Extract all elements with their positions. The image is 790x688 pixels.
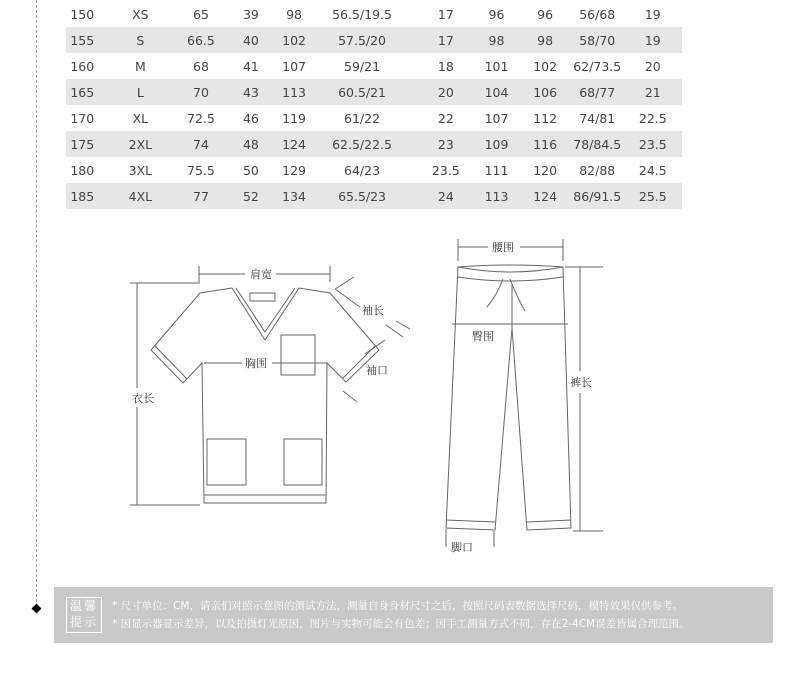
table-cell: 65 <box>193 6 209 22</box>
size-table <box>66 1 682 209</box>
table-cell: 17 <box>437 6 454 22</box>
tip-line-1: * 尺寸单位：CM，请亲们对照示意图的测试方法，测量自身身材尺寸之后，按照尺码表数据选择尺码，模特效果仅供参考。 <box>112 600 683 612</box>
table-cell: M <box>134 58 146 74</box>
table-cell: 3XL <box>128 162 153 178</box>
table-cell: 22 <box>437 110 454 126</box>
table-cell: 86/91.5 <box>571 183 624 209</box>
table-cell: 74 <box>182 131 219 157</box>
table-cell: 56.5/19.5 <box>332 6 392 22</box>
table-cell: 52 <box>220 183 282 209</box>
table-row <box>66 157 682 183</box>
table-cell: 59/21 <box>344 58 381 74</box>
table-cell: 46 <box>242 110 259 126</box>
table-cell: 134 <box>282 183 306 209</box>
table-cell: 155 <box>66 27 99 53</box>
table-cell: 175 <box>66 131 99 157</box>
hip-label: 臀围 <box>472 330 494 343</box>
table-cell: 102 <box>533 58 558 74</box>
table-cell: 106 <box>519 79 570 105</box>
pant-length-dimension <box>565 267 603 531</box>
pants-drawing <box>446 265 571 530</box>
table-row <box>66 27 682 53</box>
table-cell: 101 <box>484 58 509 74</box>
table-cell: 66.5 <box>182 27 219 53</box>
table-cell: 20 <box>644 58 661 74</box>
table-cell: 109 <box>474 131 520 157</box>
table-cell: 25.5 <box>624 183 682 209</box>
tip-badge-line1: 温馨 <box>69 599 98 613</box>
table-cell: 60.5/21 <box>306 79 418 105</box>
table-cell: 96 <box>488 6 505 22</box>
table-cell: 129 <box>282 162 306 178</box>
table-cell: 120 <box>533 162 558 178</box>
chest-label: 胸围 <box>245 357 267 370</box>
table-row <box>66 183 682 209</box>
table-cell: 68 <box>193 58 209 74</box>
table-cell: 61/22 <box>344 110 381 126</box>
table-cell: 18 <box>437 58 454 74</box>
tip-line-2: * 因显示器显示差异，以及拍摄灯光原因，图片与实物可能会有色差；因手工测量方式不同，存在2-4CM误差皆属合理范围。 <box>112 618 690 630</box>
table-cell: 74/81 <box>579 110 616 126</box>
table-cell: 160 <box>70 58 95 74</box>
leg-opening-label: 脚口 <box>451 541 473 554</box>
tip-badge <box>66 597 102 633</box>
table-cell: 98 <box>519 27 570 53</box>
table-cell: 43 <box>220 79 282 105</box>
table-cell: 72.5 <box>187 110 215 126</box>
table-cell: 56/68 <box>579 6 616 22</box>
table-cell: 111 <box>484 162 509 178</box>
table-row <box>66 53 682 79</box>
table-cell: 124 <box>282 131 306 157</box>
table-cell: L <box>99 79 183 105</box>
scrub-top-drawing <box>151 288 379 503</box>
table-cell: 98 <box>474 27 520 53</box>
table-cell: 102 <box>282 27 306 53</box>
table-cell: 170 <box>70 110 95 126</box>
table-cell: 48 <box>220 131 282 157</box>
table-cell: 57.5/20 <box>306 27 418 53</box>
table-cell: 104 <box>474 79 520 105</box>
diamond-marker-icon <box>32 604 42 614</box>
tip-badge-line2: 提示 <box>69 615 98 629</box>
table-cell: 50 <box>242 162 259 178</box>
table-cell: 21 <box>624 79 682 105</box>
table-row <box>66 105 682 131</box>
table-cell: S <box>99 27 183 53</box>
table-cell: 112 <box>533 110 558 126</box>
table-cell: XL <box>132 110 149 126</box>
table-cell: 124 <box>519 183 570 209</box>
table-cell: 64/23 <box>344 162 381 178</box>
table-cell: 119 <box>282 110 306 126</box>
table-cell: 96 <box>537 6 554 22</box>
table-cell: 113 <box>474 183 520 209</box>
table-cell: 78/84.5 <box>571 131 624 157</box>
table-cell: 82/88 <box>579 162 616 178</box>
table-cell: 185 <box>66 183 99 209</box>
table-cell: 113 <box>282 79 306 105</box>
table-cell: 2XL <box>99 131 183 157</box>
table-cell: 65.5/23 <box>306 183 418 209</box>
cuff-label: 袖口 <box>366 364 388 377</box>
table-cell: 58/70 <box>571 27 624 53</box>
table-cell: 62.5/22.5 <box>306 131 418 157</box>
table-cell: 20 <box>418 79 473 105</box>
table-cell: 98 <box>286 6 302 22</box>
table-cell: 17 <box>418 27 473 53</box>
table-cell: 70 <box>182 79 219 105</box>
table-cell: 4XL <box>99 183 183 209</box>
table-cell: 24 <box>418 183 473 209</box>
table-cell: 62/73.5 <box>573 58 622 74</box>
table-cell: 24.5 <box>638 162 667 178</box>
table-cell: 150 <box>70 6 95 22</box>
waist-label: 腰围 <box>492 241 514 254</box>
shoulder-label: 肩宽 <box>250 268 272 281</box>
table-cell: 165 <box>66 79 99 105</box>
table-cell: 107 <box>282 58 306 74</box>
table-cell: 40 <box>220 27 282 53</box>
table-cell: 19 <box>624 27 682 53</box>
garment-measurement-diagram <box>0 225 790 565</box>
length-label: 衣长 <box>132 392 154 405</box>
sleeve-length-label: 袖长 <box>362 304 384 317</box>
table-cell: 77 <box>182 183 219 209</box>
table-cell: 23.5 <box>431 162 460 178</box>
table-cell: 22.5 <box>638 110 667 126</box>
table-row <box>66 1 682 27</box>
table-cell: 19 <box>644 6 661 22</box>
table-cell: XS <box>132 6 149 22</box>
table-cell: 68/77 <box>571 79 624 105</box>
table-cell: 39 <box>242 6 259 22</box>
pant-length-label: 裤长 <box>570 376 592 389</box>
table-cell: 23.5 <box>624 131 682 157</box>
table-cell: 116 <box>519 131 570 157</box>
table-cell: 75.5 <box>187 162 215 178</box>
table-row <box>66 79 682 105</box>
table-row <box>66 131 682 157</box>
tip-banner <box>54 587 773 643</box>
table-cell: 41 <box>242 58 259 74</box>
table-cell: 107 <box>484 110 509 126</box>
table-cell: 180 <box>70 162 95 178</box>
table-cell: 23 <box>418 131 473 157</box>
